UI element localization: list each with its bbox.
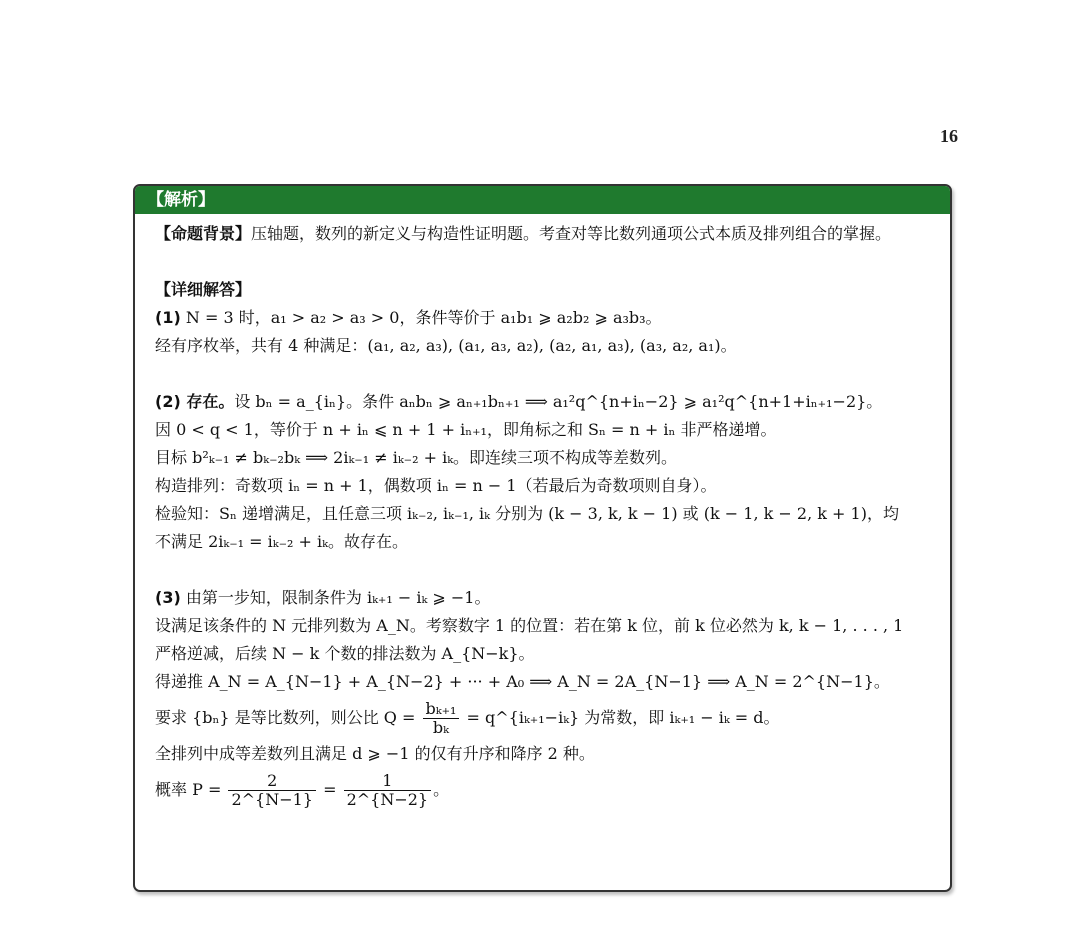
background-label: 【命题背景】 <box>155 224 252 243</box>
spacer <box>155 248 926 276</box>
card-header-title: 【解析】 <box>135 186 950 214</box>
card-content <box>135 214 950 812</box>
page-number: 16 <box>940 126 958 146</box>
spacer <box>155 360 926 388</box>
part3-line3: 严格逆减，后续 N − k 个数的排法数为 A_{N−k}。 <box>155 644 535 663</box>
probability-fraction-1 <box>228 772 316 808</box>
fraction-numerator: bₖ₊₁ <box>423 700 460 719</box>
part1-label: (1) <box>155 308 181 327</box>
part2-label: (2) 存在。 <box>155 392 235 411</box>
part3-label: (3) <box>155 588 181 607</box>
part2-line5: 检验知：Sₙ 递增满足，且任意三项 iₖ₋₂, iₖ₋₁, iₖ 分别为 (k − 3, k, k − 1) 或 (k − 1, k − 2, k + 1)，均 <box>155 504 899 523</box>
part3-line5-pre: 要求 {bₙ} 是等比数列，则公比 Q = <box>155 708 416 727</box>
part3-line5-post: = q^{iₖ₊₁−iₖ} 为常数，即 iₖ₊₁ − iₖ = d。 <box>466 708 780 727</box>
fraction-denominator: 2^{N−2} <box>346 790 429 809</box>
part2-line3: 目标 b²ₖ₋₁ ≠ bₖ₋₂bₖ ⟹ 2iₖ₋₁ ≠ iₖ₋₂ + iₖ。即连续三项不构成等差数列。 <box>155 448 678 467</box>
part3-line7 <box>155 768 926 812</box>
probability-fraction-2 <box>344 772 432 808</box>
part1-line1-text: N = 3 时，a₁ > a₂ > a₃ > 0，条件等价于 a₁b₁ ⩾ a₂b₂ ⩾ a₃b₃。 <box>185 308 662 327</box>
part3-line1-text: 由第一步知，限制条件为 iₖ₊₁ − iₖ ⩾ −1。 <box>185 588 491 607</box>
fraction-denominator: 2^{N−1} <box>231 790 313 809</box>
background-paragraph <box>155 220 926 248</box>
part2-line2: 因 0 < q < 1，等价于 n + iₙ ⩽ n + 1 + iₙ₊₁，即角标之和 Sₙ = n + iₙ 非严格递增。 <box>155 420 777 439</box>
part3-line7-pre: 概率 P = <box>155 780 222 799</box>
part2-line1 <box>155 388 926 416</box>
part2-line4: 构造排列：奇数项 iₙ = n + 1，偶数项 iₙ = n − 1（若最后为奇数项则自身）。 <box>155 476 717 495</box>
part3-line1 <box>155 584 926 612</box>
fraction-numerator: 2 <box>228 772 316 791</box>
part3-line6: 全排列中成等差数列且满足 d ⩾ −1 的仅有升序和降序 2 种。 <box>155 744 595 763</box>
part2-line1-text: 设 bₙ = a_{iₙ}。条件 aₙbₙ ⩾ aₙ₊₁bₙ₊₁ ⟹ a₁²q^{n+iₙ−2} ⩾ a₁²q^{n+1+iₙ₊₁−2}。 <box>234 392 883 411</box>
part3-line2: 设满足该条件的 N 元排列数为 A_N。考察数字 1 的位置：若在第 k 位，前 k 位必然为 k, k − 1, . . . , 1 <box>155 616 904 635</box>
ratio-fraction <box>423 700 460 736</box>
fraction-numerator: 1 <box>344 772 432 791</box>
equals-sign: = <box>323 780 337 799</box>
part3-line5 <box>155 696 926 740</box>
part3-line7-post: 。 <box>433 780 450 799</box>
part2-line6: 不满足 2iₖ₋₁ = iₖ₋₂ + iₖ。故存在。 <box>155 532 409 551</box>
analysis-card <box>133 184 952 892</box>
background-text: 压轴题，数列的新定义与构造性证明题。考查对等比数列通项公式本质及排列组合的掌握。 <box>251 224 892 243</box>
part3-line4: 得递推 A_N = A_{N−1} + A_{N−2} + ··· + A₀ ⟹ A_N = 2A_{N−1} ⟹ A_N = 2^{N−1}。 <box>155 672 890 691</box>
part1-line2: 经有序枚举，共有 4 种满足：(a₁, a₂, a₃), (a₁, a₃, a₂), (a₂, a₁, a₃), (a₃, a₂, a₁)。 <box>155 336 737 355</box>
spacer <box>155 556 926 584</box>
fraction-denominator: bₖ <box>432 718 449 737</box>
detail-label: 【详细解答】 <box>155 280 252 299</box>
part1-line1 <box>155 304 926 332</box>
